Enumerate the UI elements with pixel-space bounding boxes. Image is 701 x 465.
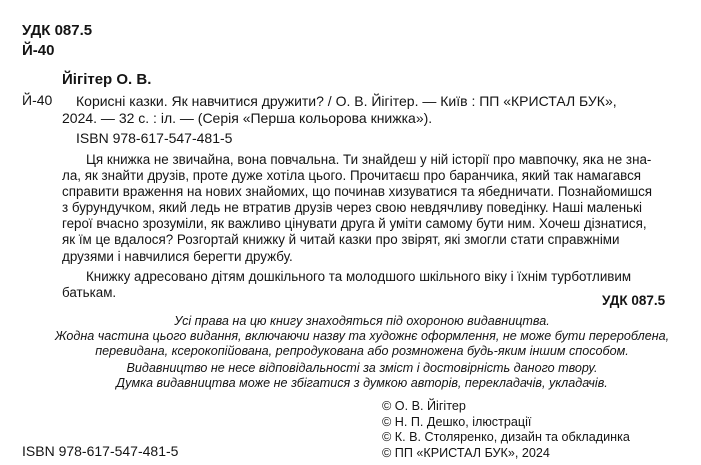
copyright-line: © Н. П. Дешко, ілюстрації	[382, 414, 532, 429]
bibliographic-line-2: 2024. — 32 с. : іл. — (Серія «Перша кольорова книжка»).	[62, 110, 433, 126]
audience-line: батькам.	[62, 284, 117, 300]
annotation-line: Ця книжка не звичайна, вона повчальна. Ти знайдеш у ній історії про мавпочку, яка не зна-	[86, 152, 652, 167]
copyright-line: © К. В. Столяренко, дизайн та обкладинка	[382, 430, 630, 445]
annotation-line: друзями і навчилися берегти дружбу.	[62, 248, 293, 264]
rights-line: Жодна частина цього видання, включаючи назву та художнє оформлення, не може бути перероблена,	[54, 329, 670, 344]
udc-code-right: УДК 087.5	[602, 293, 666, 308]
author-name: Йігітер О. В.	[62, 71, 152, 88]
copyright-line: © ПП «КРИСТАЛ БУК», 2024	[382, 445, 550, 460]
udc-code-top: УДК 087.5	[22, 22, 93, 39]
annotation-line: ла, як знайти друзів, проте дуже хотіла цього. Прочитаєш про баранчика, який так намагався	[62, 168, 642, 184]
rights-notice	[22, 314, 701, 360]
copyright-line: © О. В. Йігітер	[382, 399, 466, 413]
cutter-number-left: Й-40	[22, 92, 53, 108]
annotation-line: як їм це вдалося? Розгортай книжку й читай казки про звірят, які змогли стати справжніми	[62, 232, 620, 248]
isbn-bibliographic: ISBN 978-617-547-481-5	[76, 130, 233, 146]
disclaimer-line: Думка видавництва може не збігатися з думкою авторів, перекладачів, укладачів.	[116, 376, 608, 391]
annotation-line: з бурундучком, який ледь не втратив друзів через свою невдячливу поведінку. Наші маленькі	[62, 200, 642, 216]
copyright-block	[382, 399, 630, 461]
disclaimer-line: Видавництво не несе відповідальності за зміст і достовірність даного твору.	[126, 361, 598, 375]
audience-line: Книжку адресовано дітям дошкільного та молодшого шкільного віку і їхнім турботливим	[86, 268, 632, 284]
bibliographic-line-1: Корисні казки. Як навчитися дружити? / О. В. Йігітер. — Київ : ПП «КРИСТАЛ БУК»,	[76, 93, 617, 109]
rights-line: Усі права на цю книгу знаходяться під охороною видавництва.	[174, 314, 550, 328]
annotation-paragraph	[62, 152, 701, 301]
annotation-line: справити враження на нових знайомих, що починав хизуватися та ябедничати. Познайомишся	[62, 184, 653, 200]
publisher-disclaimer	[22, 361, 701, 391]
rights-line: перевидана, ксерокопійована, репродукована або розмножена будь-яким іншим способом.	[95, 344, 629, 359]
cutter-number-top: Й-40	[22, 42, 55, 59]
annotation-line: герої вчасно зрозуміли, як важливо цінувати друга й уміти самому бути ним. Хочеш дізнатися,	[62, 216, 647, 232]
isbn-bottom: ISBN 978-617-547-481-5	[22, 443, 179, 459]
